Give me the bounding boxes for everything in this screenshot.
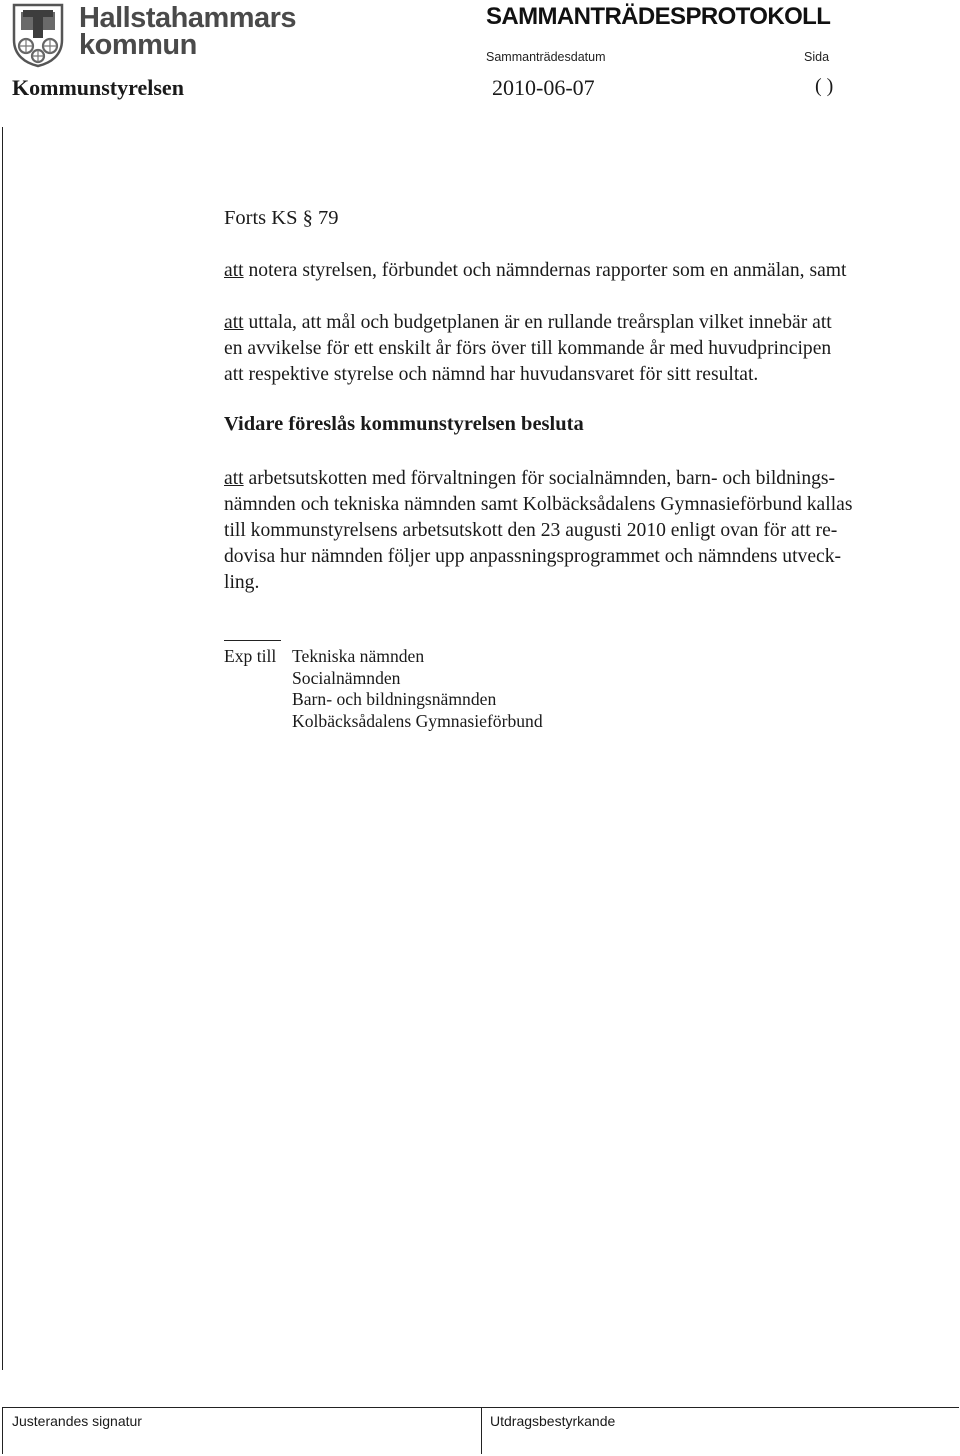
paragraph-3-line-1: arbetsutskotten med förvaltningen för socialnämnden, barn- och bildnings- bbox=[243, 468, 836, 489]
distribution-list bbox=[292, 646, 543, 732]
paragraph-2-line-3: att respektive styrelse och nämnd har huvudansvaret för sitt resultat. bbox=[224, 364, 759, 385]
paragraph-1 bbox=[224, 258, 950, 284]
paragraph-3-line-2: nämnden och tekniska nämnden samt Kolbäcksådalens Gymnasieförbund kallas bbox=[224, 494, 853, 515]
att-keyword: att bbox=[224, 260, 244, 281]
separator-rule bbox=[224, 640, 281, 641]
page-label: Sida bbox=[804, 50, 830, 64]
distribution-label: Exp till bbox=[224, 646, 277, 666]
list-item: Tekniska nämnden bbox=[292, 646, 425, 666]
att-keyword: att bbox=[224, 468, 244, 489]
logo-line-2: kommun bbox=[79, 29, 197, 61]
decision-heading: Vidare föreslås kommunstyrelsen besluta bbox=[224, 413, 584, 435]
list-item: Barn- och bildningsnämnden bbox=[292, 689, 497, 709]
list-item: Socialnämnden bbox=[292, 667, 401, 688]
left-margin-line bbox=[2, 127, 3, 1370]
list-item: Kolbäcksådalens Gymnasieförbund bbox=[292, 710, 543, 731]
committee-name: Kommunstyrelsen bbox=[12, 75, 184, 100]
meeting-date-value: 2010-06-07 bbox=[492, 75, 595, 100]
signature-label: Justerandes signatur bbox=[12, 1413, 142, 1429]
signature-footer bbox=[2, 1407, 959, 1454]
paragraph-3-line-3: till kommunstyrelsens arbetsutskott den 23 augusti 2010 enligt ovan för att re- bbox=[224, 520, 838, 541]
extract-certification-label: Utdragsbestyrkande bbox=[490, 1413, 616, 1429]
document-type-title: SAMMANTRÄDESPROTOKOLL bbox=[486, 3, 831, 30]
paragraph-2 bbox=[224, 310, 950, 388]
municipality-logo bbox=[11, 2, 297, 68]
paragraph-2-line-2: en avvikelse för ett enskilt år förs över till kommande år med huvudprincipen bbox=[224, 338, 832, 359]
paragraph-3 bbox=[224, 466, 950, 596]
att-keyword: att bbox=[224, 312, 244, 333]
continuation-heading: Forts KS § 79 bbox=[224, 207, 339, 229]
paragraph-3-line-5: ling. bbox=[224, 572, 260, 593]
coat-of-arms-icon bbox=[11, 2, 65, 68]
paragraph-1-text: notera styrelsen, förbundet och nämndernas rapporter som en anmälan, samt bbox=[243, 260, 847, 281]
page-number-value: ( ) bbox=[815, 75, 834, 97]
paragraph-2-line-1: uttala, att mål och budgetplanen är en rullande treårsplan vilket innebär att bbox=[243, 312, 832, 333]
meeting-date-label: Sammanträdesdatum bbox=[486, 50, 606, 64]
logo-line-1: Hallstahammars bbox=[79, 2, 297, 34]
footer-divider bbox=[481, 1408, 482, 1454]
footer-left-border bbox=[2, 1408, 3, 1454]
paragraph-3-line-4: dovisa hur nämnden följer upp anpassningsprogrammet och nämndens utveck- bbox=[224, 546, 842, 567]
